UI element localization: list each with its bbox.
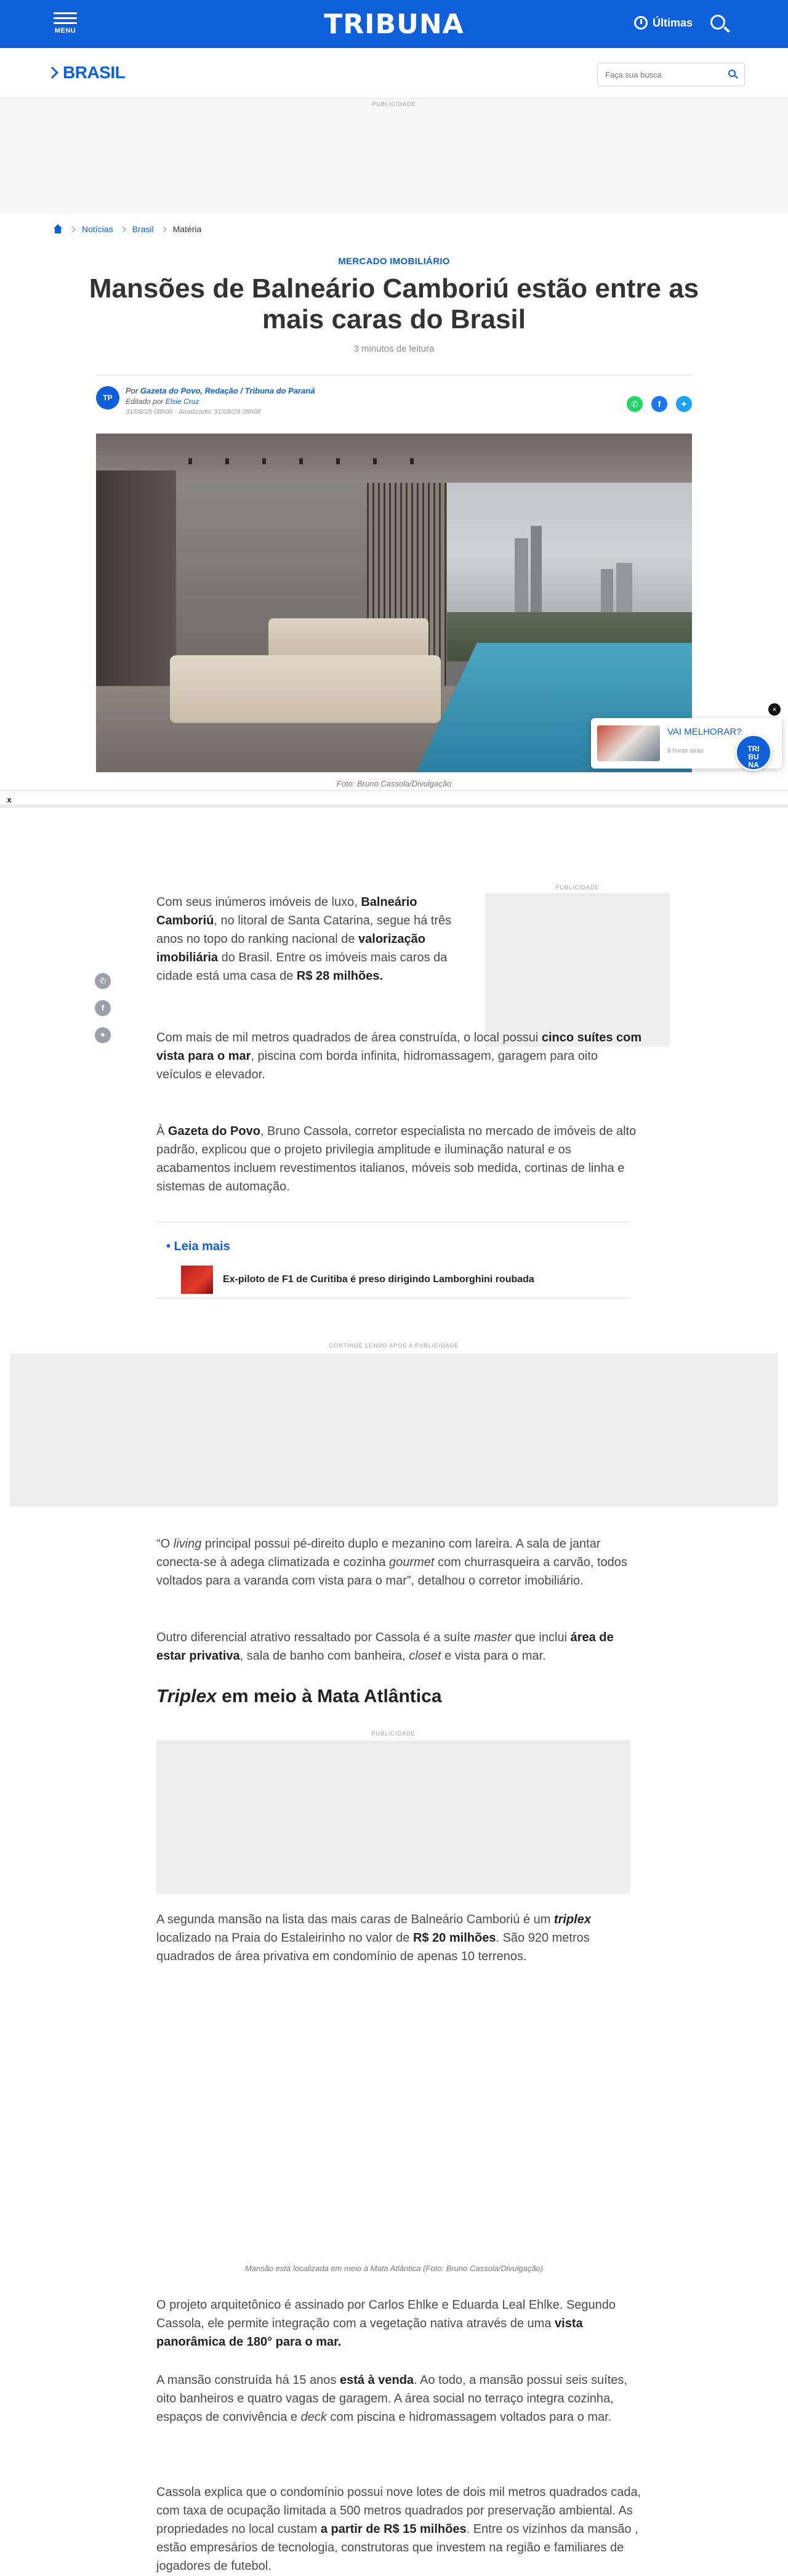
ad-box-right [485,882,670,1048]
section-bar [0,48,788,99]
facebook-icon[interactable]: f [95,1000,111,1016]
byline-prefix: Por [126,386,139,395]
whatsapp-icon[interactable]: ✆ [95,973,111,989]
home-icon[interactable] [53,224,63,234]
sticky-ad-strip [0,790,788,809]
section-title[interactable] [48,63,125,83]
search-icon[interactable] [709,14,730,34]
clock-icon [634,16,648,30]
ad-banner-top [0,99,788,214]
breadcrumb-brasil[interactable]: Brasil [132,224,154,234]
article-paragraph: À Gazeta do Povo, Bruno Cassola, corretor especialista no mercado de imóveis de alto padrão, explicou que o projeto privilegia amplitude e iluminação natural e os acabamentos incluem revestimentos italianos, móveis sob medida, cortinas de linha e sistemas de automação. [156,1124,637,1193]
editor-name[interactable]: Elsie Cruz [165,397,199,406]
close-icon[interactable]: × [768,703,781,716]
ultimas-button[interactable] [634,16,693,30]
top-bar [0,0,788,48]
image-caption: Mansão está localizada em meio à Mata Atlântica (Foto: Bruno Cassola/Divulgação) [244,2264,544,2273]
article-kicker[interactable]: MERCADO IMOBILIÁRIO [338,256,450,267]
chevron-right-icon [119,226,126,232]
article-subhead: Triplex em meio à Mata Atlântica [156,1686,442,1706]
article-paragraph: Com seus inúmeros imóveis de luxo, Balneário Camboriú, no litoral de Santa Catarina, segue há três anos no topo do ranking nacional de valorização imobiliária do Brasil. Entre os imóveis mais caros da cidade está uma casa de R$ 28 milhões. [156,895,452,983]
byline [126,386,315,395]
leia-mais-link[interactable]: Ex-piloto de F1 de Curitiba é preso dirigindo Lamborghini roubada [223,1274,534,1285]
leia-mais-thumbnail[interactable] [181,1266,213,1294]
ad-label: PUBLICIDADE [555,884,600,890]
article-paragraph: Outro diferencial atrativo ressaltado por Cassola é a suíte master que inclui área de estar privativa, sala de banho com banheira, closet e vista para o mar. [156,1631,614,1663]
article-paragraph: Com mais de mil metros quadrados de área construída, o local possui cinco suítes com vista para o mar, piscina com borda infinita, hidromassagem, garagem para oito veículos e elevador. [156,1031,642,1081]
share-icons [627,396,692,412]
search-submit-icon[interactable] [728,70,738,79]
twitter-icon[interactable]: ✦ [676,396,692,412]
edited-prefix: Editado por [126,397,164,406]
twitter-icon[interactable]: ✦ [95,1027,111,1043]
site-search [597,63,745,86]
site-logo[interactable]: TRIBUNA [324,9,464,40]
article-paragraph: A mansão construída há 15 anos está à venda. Ao todo, a mansão possui seis suítes, oito banheiros e quatro vagas de garagem. A área social no terraço integra cozinha, espaços de convivência e deck com piscina e hidromassagem voltados para o mar. [156,2373,627,2424]
chevron-right-icon [70,226,76,232]
hero-caption: Foto: Bruno Cassola/Divulgação [336,779,452,788]
author-avatar: TP [96,386,119,410]
search-input[interactable] [598,63,715,86]
ad-label: PUBLICIDADE [371,1730,416,1737]
whatsapp-icon[interactable]: ✆ [627,396,643,412]
floating-card-time: 8 horas atrás [667,748,704,754]
article-paragraph: O projeto arquitetônico é assinado por Carlos Ehlke e Eduarda Leal Ehlke. Segundo Cassola, ele permite integração com a vegetação nativa através de uma vista panorâmica de 180° para o mar. [156,2298,616,2349]
floating-card-thumbnail [597,725,660,761]
breadcrumb-current: Matéria [172,224,202,234]
facebook-icon[interactable]: f [651,396,667,412]
article-paragraph: A segunda mansão na lista das mais caras de Balneário Camboriú é um triplex localizado na Praia do Estaleirinho no valor de R$ 20 milhões. São 920 metros quadrados de área privativa em condomínio de apenas 10 terrenos. [156,1913,591,1963]
edited-by [126,397,199,406]
ad-banner-mid [10,1340,778,1506]
article-dates: 31/08/25 08h00 - Atualizado: 31/08/25 08h08 [126,408,261,416]
breadcrumb-noticias[interactable]: Notícias [82,224,113,234]
tribuna-logo-badge: TRI BU NA [735,734,772,771]
ad-box-inline [156,1728,630,1894]
byline-box [96,374,692,426]
breadcrumb [53,224,201,234]
article-paragraph: “O living principal possui pé-direito duplo e mezanino com lareira. A sala de jantar conecta-se à adega climatizada e cozinha gourmet com churrasqueira a carvão, todos voltados para a varanda com vista para o mar”, detalhou o corretor imobiliário. [156,1537,627,1588]
chevron-right-icon [46,67,58,79]
menu-label: MENU [54,27,76,34]
side-share-bar [95,973,112,1054]
ad-continue-label: CONTINUE LENDO APÓS A PUBLICIDADE [329,1343,459,1349]
section-title-label: BRASIL [63,63,126,82]
leia-mais-title: • Leia mais [166,1240,230,1253]
floating-news-card[interactable] [591,718,782,769]
byline-authors[interactable]: Gazeta do Povo, Redação / Tribuna do Paraná [140,386,315,395]
article-headline: Mansões de Balneário Camboriú estão entre as mais caras do Brasil [89,273,699,334]
ultimas-label: Últimas [653,16,693,29]
close-sticky-button[interactable]: x [7,795,12,804]
article-paragraph: Cassola explica que o condomínio possui nove lotes de dois mil metros quadrados cada, com taxa de ocupação limitada a 500 metros quadrados por preservação ambiental. As propriedades no local custam a partir de R$ 15 milhões. Entre os vizinhos da mansão , estão empresários de tecnologia, construtoras que investem na região e familiares de jogadores de futebol. [156,2485,641,2573]
read-time: 3 minutos de leitura [353,344,435,354]
leia-mais-box [156,1222,630,1298]
floating-card-title[interactable]: VAI MELHORAR? [667,727,742,737]
ad-label: PUBLICIDADE [372,101,416,107]
chevron-right-icon [160,226,166,232]
